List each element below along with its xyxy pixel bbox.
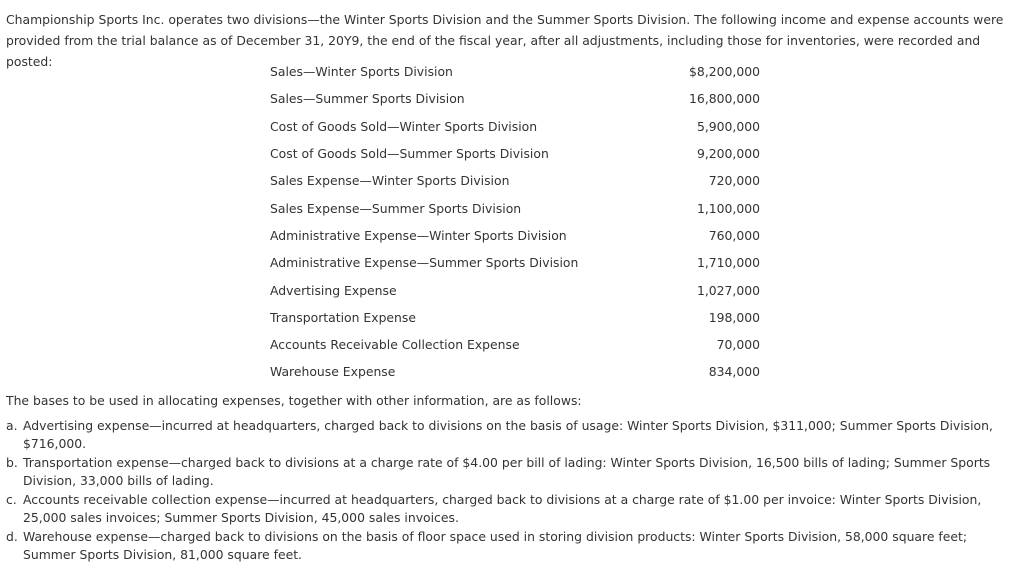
table-row <box>262 167 768 194</box>
account-amount: 834,000 <box>708 364 760 380</box>
account-amount: 720,000 <box>708 173 760 189</box>
list-item-text: Transportation expense—charged back to divisions at a charge rate of $4.00 per bill of lading: Winter Sports Division, 16,500 bills of lading; Summer Sports Division, 33,000 bills of lading. <box>23 455 991 488</box>
table-row <box>262 304 768 331</box>
table-row <box>262 358 768 385</box>
list-item-text: Warehouse expense—charged back to divisions on the basis of floor space used in storing division products: Winter Sports Division, 58,000 square feet; Summer Sports Division, 81,000 square feet. <box>23 529 968 562</box>
table-row <box>262 140 768 167</box>
account-amount: 1,710,000 <box>696 255 760 271</box>
accounts-table <box>262 58 768 386</box>
account-name: Sales—Summer Sports Division <box>270 91 465 107</box>
table-row <box>262 58 768 85</box>
table-row <box>262 222 768 249</box>
account-name: Administrative Expense—Winter Sports Division <box>270 227 567 243</box>
account-name: Cost of Goods Sold—Winter Sports Division <box>270 118 538 134</box>
list-item <box>6 417 1018 453</box>
account-name: Accounts Receivable Collection Expense <box>270 337 520 353</box>
table-row <box>262 331 768 358</box>
list-marker: c. <box>6 492 17 507</box>
list-item <box>6 491 1018 527</box>
table-row <box>262 249 768 276</box>
account-name: Sales—Winter Sports Division <box>270 64 453 80</box>
list-item <box>6 454 1018 490</box>
list-item <box>6 528 1018 564</box>
account-name: Transportation Expense <box>270 309 416 325</box>
bases-intro-text: The bases to be used in allocating expenses, together with other information, are as follows: <box>6 393 582 408</box>
list-marker: d. <box>6 529 18 544</box>
account-name: Cost of Goods Sold—Summer Sports Division <box>270 146 549 162</box>
table-row <box>262 113 768 140</box>
account-amount: 9,200,000 <box>696 146 760 162</box>
account-amount: 5,900,000 <box>696 118 760 134</box>
account-amount: 1,027,000 <box>696 282 760 298</box>
account-name: Warehouse Expense <box>270 364 396 380</box>
account-amount: 16,800,000 <box>689 91 760 107</box>
list-item-text: Accounts receivable collection expense—incurred at headquarters, charged back to divisions at a charge rate of $1.00 per invoice: Winter Sports Division, 25,000 sales invoices; Summer Sports Division, 45,000 sales invoices. <box>23 492 982 525</box>
list-item-text: Advertising expense—incurred at headquarters, charged back to divisions on the basis of usage: Winter Sports Division, $311,000; Summer Sports Division, $716,000. <box>23 418 993 451</box>
account-name: Advertising Expense <box>270 282 397 298</box>
account-name: Sales Expense—Summer Sports Division <box>270 200 522 216</box>
account-name: Administrative Expense—Summer Sports Division <box>270 255 579 271</box>
account-name: Sales Expense—Winter Sports Division <box>270 173 510 189</box>
account-amount: 760,000 <box>708 227 760 243</box>
list-marker: a. <box>6 418 18 433</box>
table-row <box>262 276 768 303</box>
account-amount: 198,000 <box>708 309 760 325</box>
account-amount: 1,100,000 <box>696 200 760 216</box>
account-amount: $8,200,000 <box>689 64 760 80</box>
table-row <box>262 194 768 221</box>
allocation-bases-list <box>6 417 1018 565</box>
table-row <box>262 85 768 112</box>
list-marker: b. <box>6 455 18 470</box>
intro-paragraph: Championship Sports Inc. operates two divisions—the Winter Sports Division and the Summer Sports Division. The following income and expense accounts were provided from the trial balance as of December 31, 20Y9, the end of the fiscal year, after all adjustments, including those for inventories, were recorded and posted: <box>6 12 1004 69</box>
account-amount: 70,000 <box>716 337 760 353</box>
